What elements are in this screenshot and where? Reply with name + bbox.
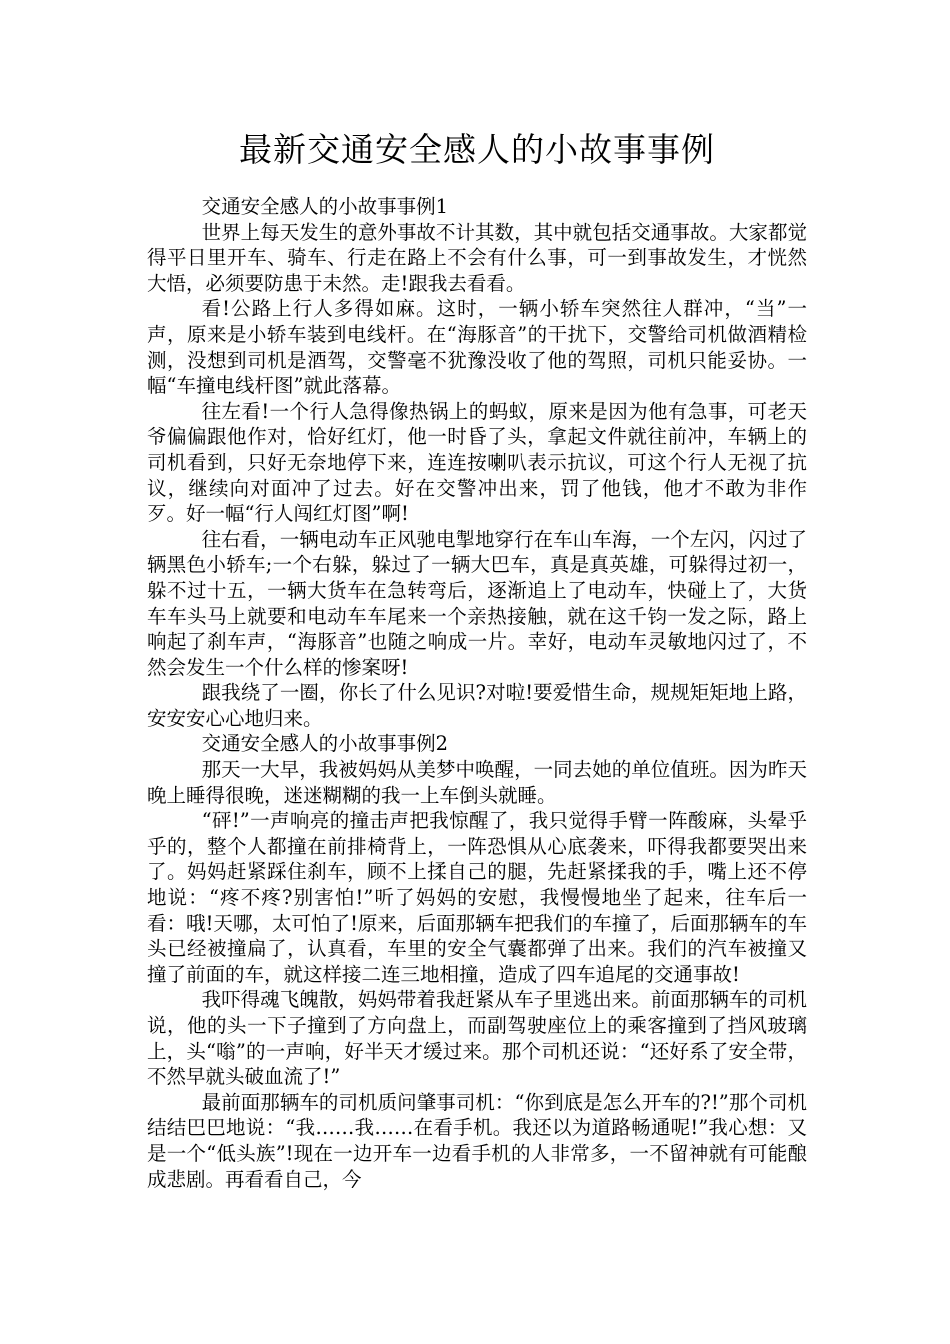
paragraph: 我吓得魂飞魄散，妈妈带着我赶紧从车子里逃出来。前面那辆车的司机说，他的头一下子撞到了方向盘上，而副驾驶座位上的乘客撞到了挡风玻璃上，头“嗡”的一声响，好半天才缓过来。那个司机还说：“还好系了安全带，不然早就头破血流了!”: [147, 988, 807, 1089]
paragraph: 往右看，一辆电动车正风驰电掣地穿行在车山车海，一个左闪，闪过了辆黑色小轿车;一个右躲，躲过了一辆大巴车，真是真英雄，可躲得过初一，躲不过十五，一辆大货车在急转弯后，逐渐追上了电动车，快碰上了，大货车车头马上就要和电动车车尾来一个亲热接触，就在这千钧一发之际，路上响起了刹车声，“海豚音”也随之响成一片。幸好，电动车灵敏地闪过了，不然会发生一个什么样的惨案呀!: [147, 527, 807, 679]
section-heading-2: 交通安全感人的小故事事例2: [201, 732, 449, 756]
document-body: [147, 194, 807, 1192]
paragraph: 最前面那辆车的司机质问肇事司机：“你到底是怎么开车的?!”那个司机结结巴巴地说：“我……我……在看手机。我还以为道路畅通呢!”我心想：又是一个“低头族”!现在一边开车一边看手机的人非常多，一不留神就有可能酿成悲剧。再看看自己，今: [147, 1090, 807, 1191]
document-page: [147, 0, 807, 1192]
paragraph: 那天一大早，我被妈妈从美梦中唤醒，一同去她的单位值班。因为昨天晚上睡得很晚，迷迷糊糊的我一上车倒头就睡。: [147, 758, 807, 807]
paragraph: 世界上每天发生的意外事故不计其数，其中就包括交通事故。大家都觉得平日里开车、骑车、行走在路上不会有什么事，可一到事故发生，才恍然大悟，必须要防患于未然。走!跟我去看看。: [147, 220, 807, 295]
paragraph: 往左看!一个行人急得像热锅上的蚂蚁，原来是因为他有急事，可老天爷偏偏跟他作对，恰好红灯，他一时昏了头，拿起文件就往前冲，车辆上的司机看到，只好无奈地停下来，连连按喇叭表示抗议，可这个行人无视了抗议，继续向对面冲了过去。好在交警冲出来，罚了他钱，他才不敢为非作歹。好一幅“行人闯红灯图”啊!: [147, 399, 807, 526]
paragraph: “砰!”一声响亮的撞击声把我惊醒了，我只觉得手臂一阵酸麻，头晕乎乎的，整个人都撞在前排椅背上，一阵恐惧从心底袭来，吓得我都要哭出来了。妈妈赶紧踩住刹车，顾不上揉自己的腿，先赶紧揉我的手，嘴上还不停地说：“疼不疼?别害怕!”听了妈妈的安慰，我慢慢地坐了起来，往车后一看：哦!天哪，太可怕了!原来，后面那辆车把我们的车撞了，后面那辆车的车头已经被撞扁了，认真看，车里的安全气囊都弹了出来。我们的汽车被撞又撞了前面的车，就这样接二连三地相撞，造成了四车追尾的交通事故!: [147, 809, 807, 986]
document-title: 最新交通安全感人的小故事事例: [239, 130, 715, 169]
paragraph: 看!公路上行人多得如麻。这时，一辆小轿车突然往人群冲，“当”一声，原来是小轿车装到电线杆。在“海豚音”的干扰下，交警给司机做酒精检测，没想到司机是酒驾，交警毫不犹豫没收了他的驾照，司机只能妥协。一幅“车撞电线杆图”就此落幕。: [147, 297, 807, 398]
section-heading-1: 交通安全感人的小故事事例1: [201, 195, 449, 218]
paragraph: 跟我绕了一圈，你长了什么见识?对啦!要爱惜生命，规规矩矩地上路，安安安心心地归来。: [147, 681, 807, 730]
